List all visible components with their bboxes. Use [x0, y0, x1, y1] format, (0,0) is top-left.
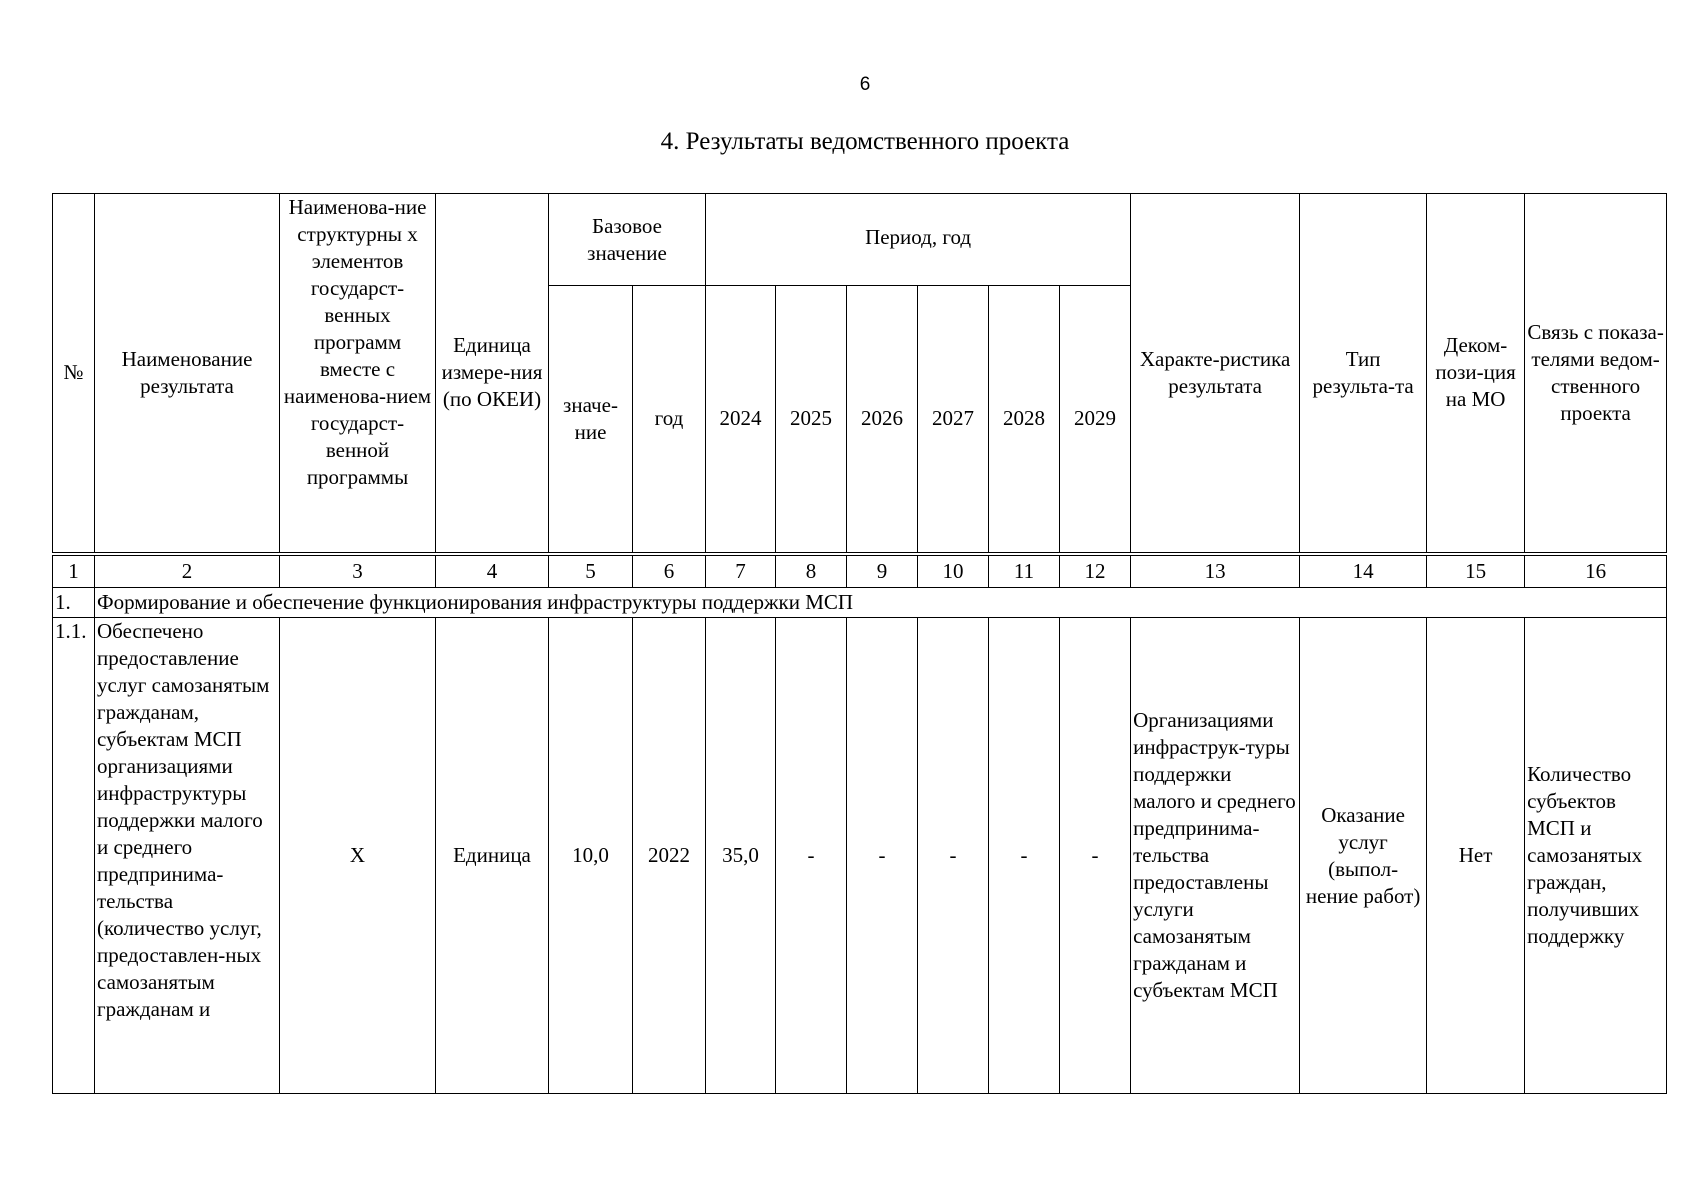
- row-number: 1.1.: [53, 618, 95, 1094]
- header-link: Связь с показа-телями ведом-ственного проекта: [1525, 194, 1667, 554]
- column-number: 7: [706, 554, 776, 588]
- column-number: 13: [1131, 554, 1300, 588]
- row-characteristic: Организациями инфраструк-туры поддержки малого и среднего предпринима-тельства предоставлены услуги самозанятым гражданам и субъектам МСП: [1131, 618, 1300, 1094]
- row-result-name: Обеспечено предоставление услуг самозанятым гражданам, субъектам МСП организациями инфраструктуры поддержки малого и среднего предпринима-тельства (количество услуг, предоставлен-ных самозанятым гражданам и: [95, 618, 280, 1094]
- column-number: 9: [847, 554, 918, 588]
- row-value-2025: -: [776, 618, 847, 1094]
- header-period: Период, год: [706, 194, 1131, 286]
- column-number: 1: [53, 554, 95, 588]
- row-result-type: Оказание услуг (выпол-нение работ): [1300, 618, 1427, 1094]
- column-number: 15: [1427, 554, 1525, 588]
- row-value-2028: -: [989, 618, 1060, 1094]
- row-value-2029: -: [1060, 618, 1131, 1094]
- header-year: 2024: [706, 286, 776, 554]
- page-number: 6: [859, 74, 871, 95]
- header-no: №: [53, 194, 95, 554]
- header-unit: Единица измере-ния (по ОКЕИ): [436, 194, 549, 554]
- column-number: 10: [918, 554, 989, 588]
- header-decomposition: Деком-пози-ция на МО: [1427, 194, 1525, 554]
- row-value-2024: 35,0: [706, 618, 776, 1094]
- results-table: [52, 193, 1667, 1094]
- row-decomposition: Нет: [1427, 618, 1525, 1094]
- header-struct-elements: Наименова-ние структурны х элементов государст-венных программ вместе с наименова-нием государст-венной программы: [280, 194, 436, 554]
- column-number: 16: [1525, 554, 1667, 588]
- row-struct: X: [280, 618, 436, 1094]
- row-base-year: 2022: [633, 618, 706, 1094]
- header-base-sub-value: значе-ние: [549, 286, 633, 554]
- header-row-top: [53, 194, 1667, 286]
- header-year: 2028: [989, 286, 1060, 554]
- row-value-2027: -: [918, 618, 989, 1094]
- header-result-name: Наименование результата: [95, 194, 280, 554]
- section-row: [53, 588, 1667, 618]
- header-base-sub-year: год: [633, 286, 706, 554]
- column-number: 2: [95, 554, 280, 588]
- header-year: 2029: [1060, 286, 1131, 554]
- section-title: Формирование и обеспечение функционирования инфраструктуры поддержки МСП: [95, 588, 1667, 618]
- column-number: 8: [776, 554, 847, 588]
- column-number: 4: [436, 554, 549, 588]
- column-number: 3: [280, 554, 436, 588]
- header-year: 2025: [776, 286, 847, 554]
- row-link: Количество субъектов МСП и самозанятых граждан, получивших поддержку: [1525, 618, 1667, 1094]
- row-base-value: 10,0: [549, 618, 633, 1094]
- row-value-2026: -: [847, 618, 918, 1094]
- header-year: 2027: [918, 286, 989, 554]
- column-number: 6: [633, 554, 706, 588]
- column-number: 11: [989, 554, 1060, 588]
- document-title: 4. Результаты ведомственного проекта: [660, 128, 1070, 155]
- header-result-type: Тип результа-та: [1300, 194, 1427, 554]
- table-row: [53, 618, 1667, 1094]
- row-unit: Единица: [436, 618, 549, 1094]
- column-number: 12: [1060, 554, 1131, 588]
- header-year: 2026: [847, 286, 918, 554]
- header-characteristic: Характе-ристика результата: [1131, 194, 1300, 554]
- section-number: 1.: [53, 588, 95, 618]
- column-number: 14: [1300, 554, 1427, 588]
- column-number-row: [53, 554, 1667, 588]
- header-base-value: Базовое значение: [549, 194, 706, 286]
- column-number: 5: [549, 554, 633, 588]
